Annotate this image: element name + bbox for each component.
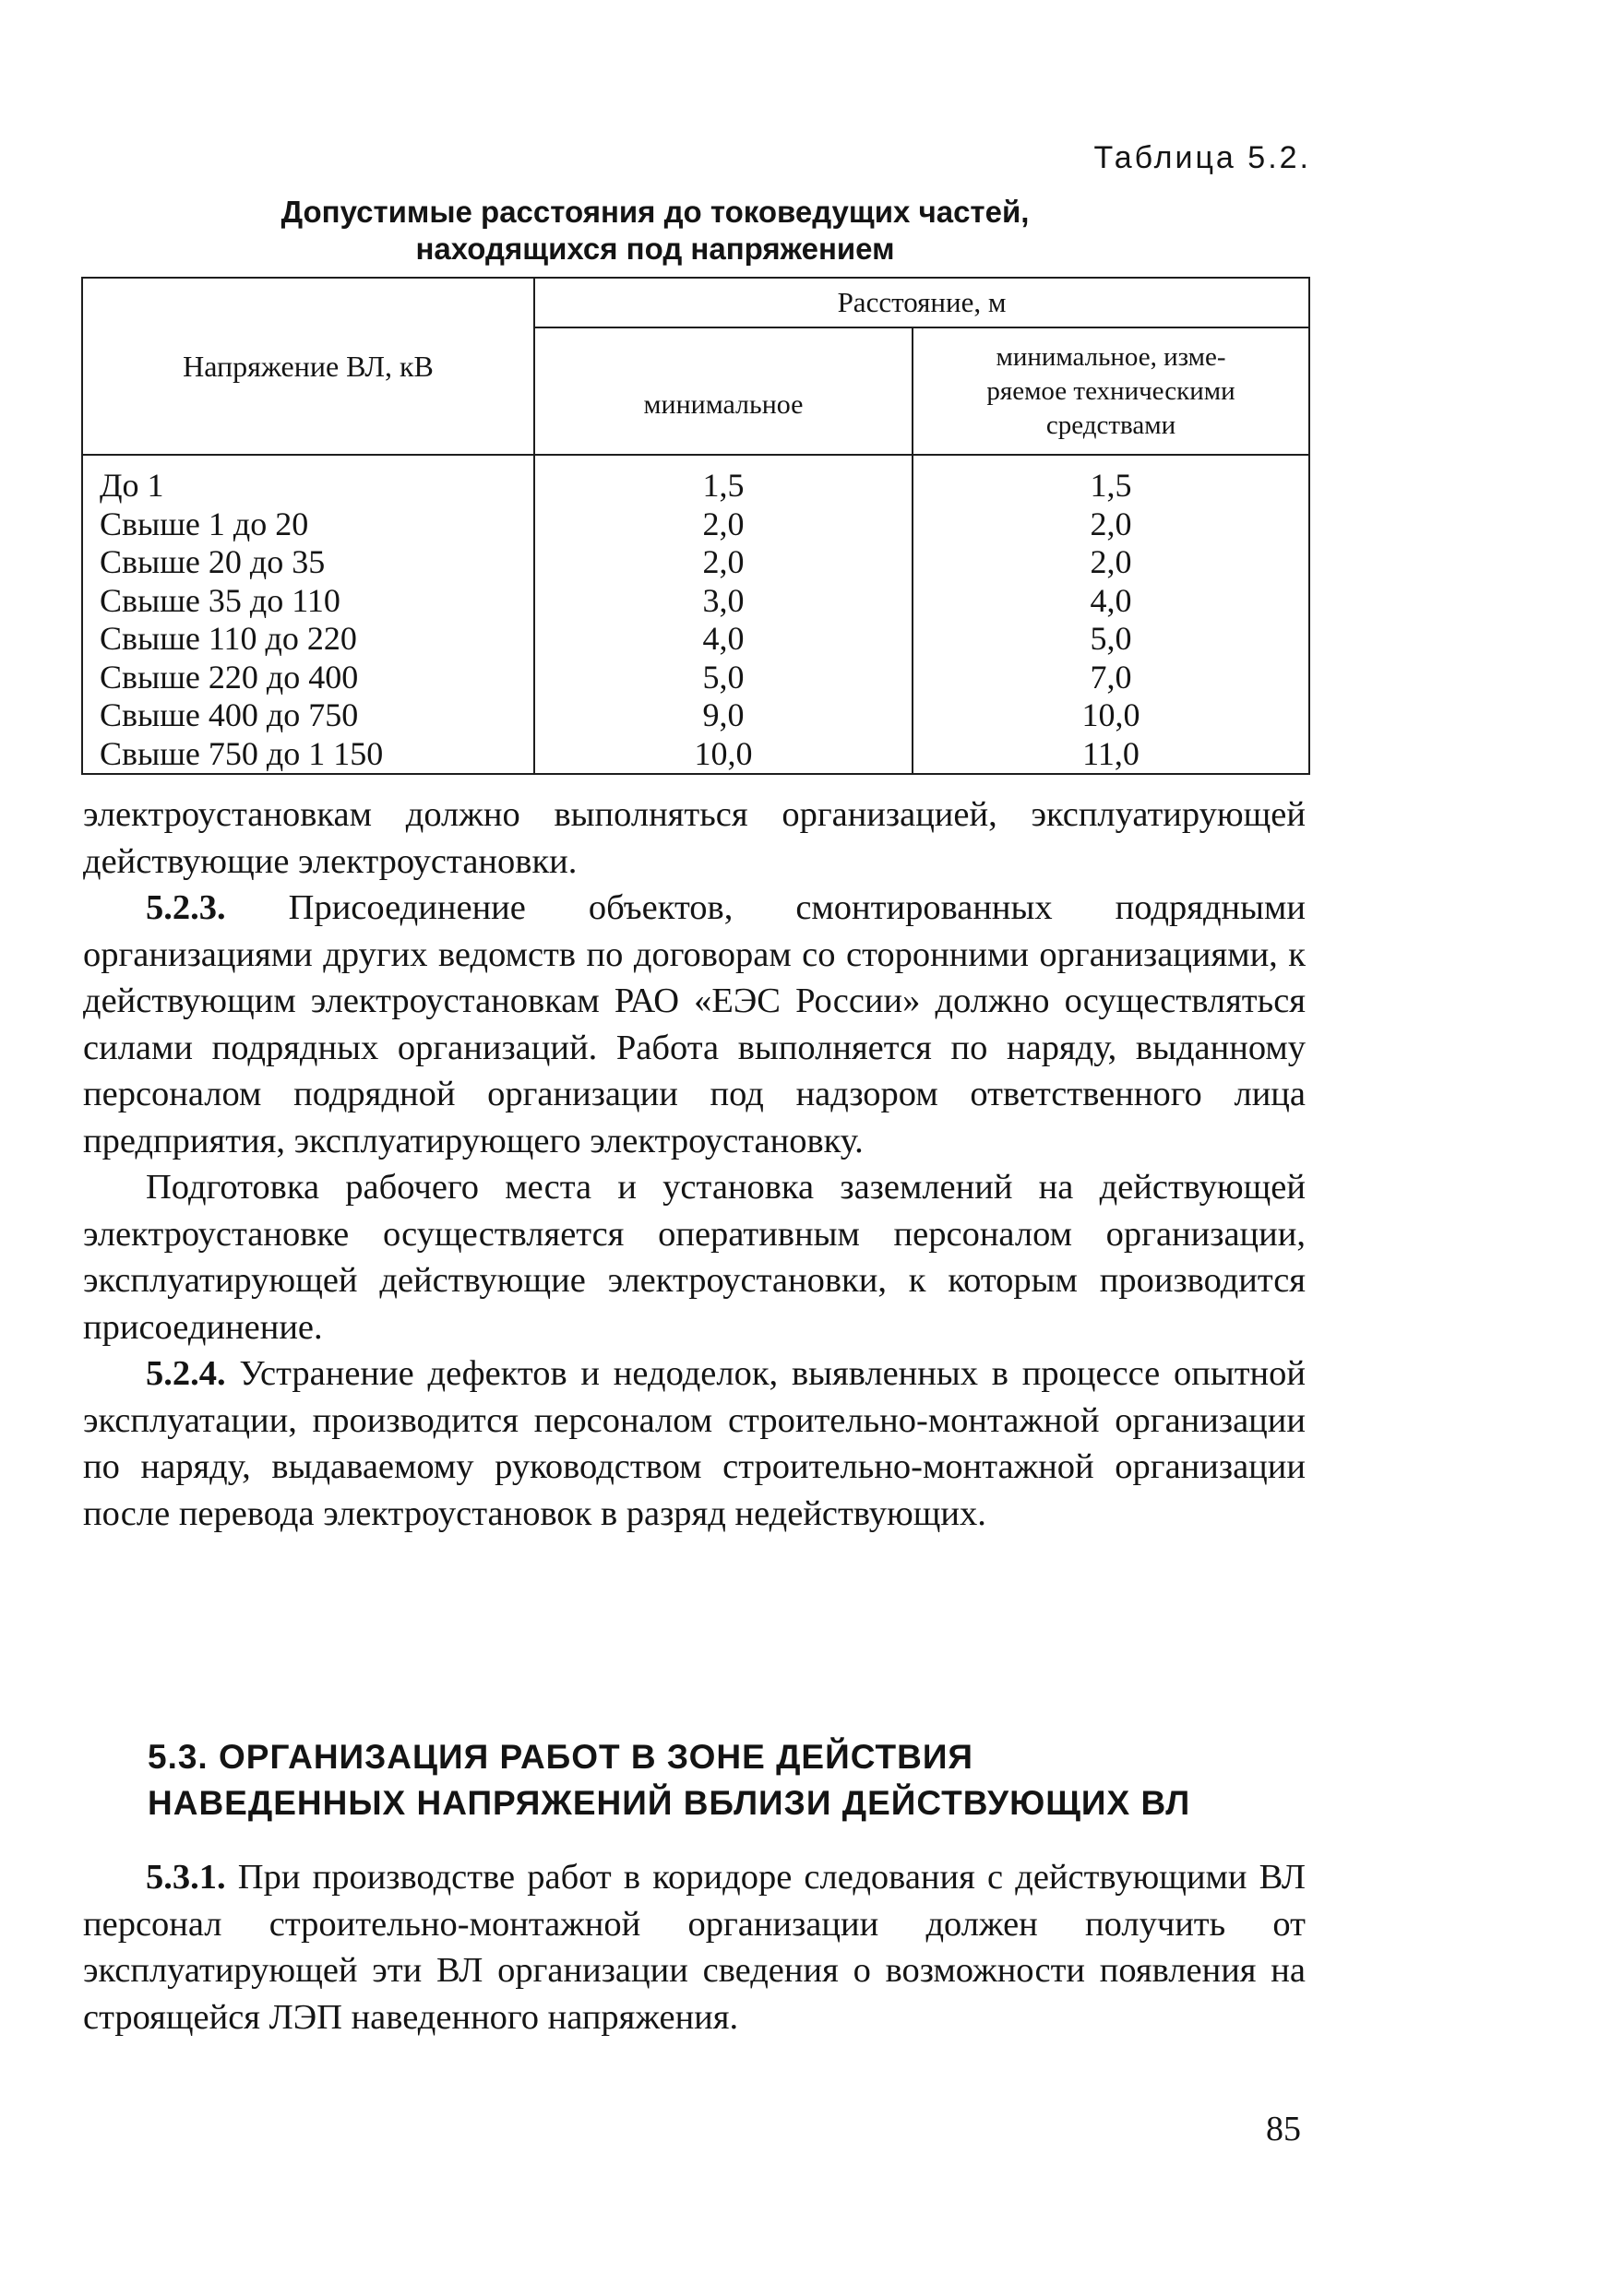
min-distance-cell: 2,0 xyxy=(702,505,745,542)
section-heading-line2: НАВЕДЕННЫХ НАПРЯЖЕНИЙ ВБЛИЗИ ДЕЙСТВУЮЩИХ ВЛ xyxy=(148,1784,1191,1822)
voltage-cell: Свыше 400 до 750 xyxy=(100,696,359,733)
paragraph-5-3-1 xyxy=(83,1854,1306,2040)
header-min-measured xyxy=(913,327,1309,455)
min-distance-cell: 10,0 xyxy=(694,734,753,772)
section-heading-line1: 5.3. ОРГАНИЗАЦИЯ РАБОТ В ЗОНЕ ДЕЙСТВИЯ xyxy=(148,1738,974,1776)
section-heading xyxy=(148,1734,1292,1826)
paragraph-text: Присоединение объектов, смонтированных подрядными организациями других ведомств по договорам со сторонними организациями, к действующим электроустановкам РАО «ЕЭС России» должно осуществляться силами подрядных организаций. Работа выполняется по наряду, выданному персоналом подрядной организации под надзором ответственного лица предприятия, эксплуатирующего электроустановку. xyxy=(83,888,1306,1160)
header-min-measured-line1: минимальное, изме- xyxy=(996,341,1226,372)
clause-number: 5.2.4. xyxy=(146,1354,226,1393)
min-measured-distance-cell: 5,0 xyxy=(1090,620,1132,657)
header-min-measured-line3: средствами xyxy=(1045,410,1176,440)
paragraph-5-2-3 xyxy=(83,885,1306,1164)
min-measured-distance-column xyxy=(913,455,1309,774)
paragraph-preparation: Подготовка рабочего места и установка заземлений на действующей электроустановке осуществляется оперативным персоналом организации, эксплуатирующей действующие электроустановки, к которым производится присоединение. xyxy=(83,1168,1306,1347)
voltage-column xyxy=(82,455,534,774)
page-number: 85 xyxy=(1266,2110,1301,2148)
voltage-cell: Свыше 220 до 400 xyxy=(100,658,359,696)
min-measured-distance-cell: 1,5 xyxy=(1090,467,1132,504)
header-voltage: Напряжение ВЛ, кВ xyxy=(82,278,534,455)
body-text xyxy=(83,791,1306,1537)
min-distance-cell: 2,0 xyxy=(702,543,745,580)
voltage-cell: Свыше 1 до 20 xyxy=(100,505,309,542)
header-min: минимальное xyxy=(534,327,913,455)
table-caption xyxy=(166,194,1144,268)
min-measured-distance-cell: 7,0 xyxy=(1090,658,1132,696)
paragraph-text: Устранение дефектов и недоделок, выявленных в процессе опытной эксплуатации, производится персоналом строительно-монтажной организации по наряду, выдаваемому руководством строительно-монтажной организации после перевода электроустановок в разряд недействующих. xyxy=(83,1354,1307,1533)
paragraph-continued: электроустановкам должно выполняться организацией, эксплуатирующей действующие электроустановки. xyxy=(83,795,1306,881)
min-distance-cell: 4,0 xyxy=(702,620,745,657)
min-distance-cell: 1,5 xyxy=(702,467,745,504)
clause-number: 5.2.3. xyxy=(146,888,226,927)
min-measured-distance-cell: 10,0 xyxy=(1081,696,1140,733)
clause-number: 5.3.1. xyxy=(146,1858,226,1897)
paragraph-text: При производстве работ в коридоре следования с действующими ВЛ персонал строительно-монтажной организации должен получить от эксплуатирующей эти ВЛ организации сведения о возможности появления на строящейся ЛЭП наведенного напряжения. xyxy=(83,1858,1306,2037)
voltage-cell: Свыше 110 до 220 xyxy=(100,620,357,657)
voltage-cell: Свыше 750 до 1 150 xyxy=(100,734,384,772)
paragraph-5-2-4 xyxy=(83,1350,1306,1537)
min-distance-cell: 3,0 xyxy=(702,581,745,619)
min-distance-column xyxy=(534,455,913,774)
table-label: Таблица 5.2. xyxy=(1093,140,1311,175)
header-distance: Расстояние, м xyxy=(534,278,1309,327)
min-distance-cell: 5,0 xyxy=(702,658,745,696)
min-measured-distance-cell: 2,0 xyxy=(1090,505,1132,542)
min-measured-distance-cell: 4,0 xyxy=(1090,581,1132,619)
min-measured-distance-cell: 2,0 xyxy=(1090,543,1132,580)
table-caption-line1: Допустимые расстояния до токоведущих частей, xyxy=(280,195,1030,229)
voltage-cell: До 1 xyxy=(100,467,164,504)
header-min-measured-line2: ряемое техническими xyxy=(986,375,1235,406)
voltage-cell: Свыше 35 до 110 xyxy=(100,581,340,619)
min-measured-distance-cell: 11,0 xyxy=(1082,734,1140,772)
table-caption-line2: находящихся под напряжением xyxy=(415,232,895,266)
voltage-cell: Свыше 20 до 35 xyxy=(100,543,326,580)
distance-table xyxy=(81,277,1310,775)
min-distance-cell: 9,0 xyxy=(702,696,745,733)
section-text xyxy=(83,1854,1306,2040)
